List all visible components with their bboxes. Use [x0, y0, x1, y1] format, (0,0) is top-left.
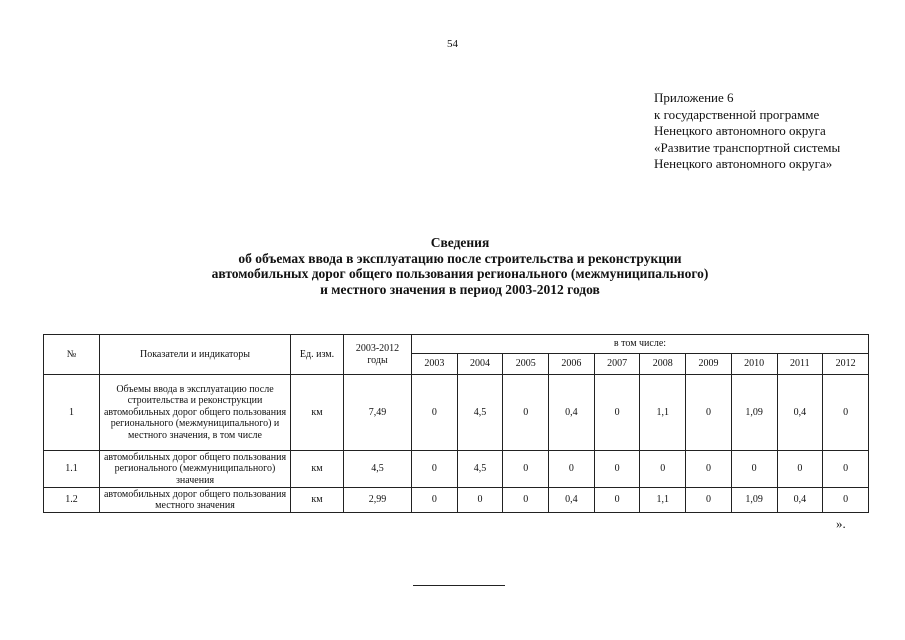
row-number: 1.1 [44, 451, 100, 488]
header-year: 2006 [549, 354, 595, 375]
row-total: 2,99 [344, 488, 412, 513]
header-year: 2003 [412, 354, 458, 375]
title-line: автомобильных дорог общего пользования регионального (межмуниципального) [211, 266, 709, 281]
row-value: 1,09 [731, 488, 777, 513]
header-year: 2011 [777, 354, 823, 375]
row-value: 0 [412, 451, 458, 488]
row-value: 0 [412, 488, 458, 513]
row-value: 0 [686, 488, 732, 513]
row-total: 4,5 [344, 451, 412, 488]
header-number: № [44, 335, 100, 375]
header-year: 2008 [640, 354, 686, 375]
table-row [44, 451, 869, 488]
appendix-line: Приложение 6 [654, 90, 734, 105]
row-value: 0 [594, 488, 640, 513]
row-unit: км [291, 488, 344, 513]
row-value: 0,4 [549, 375, 595, 451]
header-year: 2004 [457, 354, 503, 375]
header-year: 2007 [594, 354, 640, 375]
document-title [140, 235, 780, 297]
table-row [44, 488, 869, 513]
appendix-line: Ненецкого автономного округа [654, 123, 826, 138]
row-value: 0 [823, 375, 869, 451]
closing-quote-mark: ». [836, 516, 846, 531]
header-year: 2012 [823, 354, 869, 375]
footnote-divider [413, 585, 505, 586]
header-year: 2009 [686, 354, 732, 375]
row-value: 0 [686, 375, 732, 451]
row-indicator: автомобильных дорог общего пользования местного значения [100, 488, 291, 513]
header-indicator: Показатели и индикаторы [100, 335, 291, 375]
row-value: 0 [640, 451, 686, 488]
row-value: 0 [549, 451, 595, 488]
row-value: 0,4 [549, 488, 595, 513]
row-value: 4,5 [457, 375, 503, 451]
row-value: 0,4 [777, 375, 823, 451]
row-indicator: Объемы ввода в эксплуатацию после строительства и реконструкции автомобильных дорог общего пользования регионального (межмуниципального) и местного значения, в том числе [100, 375, 291, 451]
appendix-block [654, 90, 840, 173]
row-value: 0 [731, 451, 777, 488]
appendix-line: «Развитие транспортной системы [654, 139, 841, 155]
row-value: 4,5 [457, 451, 503, 488]
row-number: 1 [44, 375, 100, 451]
row-value: 0 [503, 375, 549, 451]
row-unit: км [291, 375, 344, 451]
header-unit: Ед. изм. [291, 335, 344, 375]
table-row [44, 375, 869, 451]
row-number: 1.2 [44, 488, 100, 513]
row-value: 0 [503, 488, 549, 513]
header-total: 2003-2012 годы [344, 335, 412, 375]
row-value: 0 [777, 451, 823, 488]
title-line: об объемах ввода в эксплуатацию после строительства и реконструкции [238, 250, 682, 266]
row-value: 0 [412, 375, 458, 451]
appendix-line: к государственной программе [654, 106, 820, 122]
header-year: 2005 [503, 354, 549, 375]
row-value: 0 [823, 488, 869, 513]
data-table [43, 334, 869, 513]
row-value: 1,09 [731, 375, 777, 451]
row-value: 0 [823, 451, 869, 488]
header-including: в том числе: [412, 335, 869, 354]
header-year: 2010 [731, 354, 777, 375]
appendix-line: Ненецкого автономного округа» [654, 156, 833, 171]
row-value: 0,4 [777, 488, 823, 513]
row-value: 0 [686, 451, 732, 488]
row-value: 0 [503, 451, 549, 488]
title-line: и местного значения в период 2003-2012 годов [320, 281, 600, 297]
row-value: 0 [457, 488, 503, 513]
page-number: 54 [447, 38, 458, 50]
row-total: 7,49 [344, 375, 412, 451]
row-value: 1,1 [640, 375, 686, 451]
row-value: 0 [594, 375, 640, 451]
row-indicator: автомобильных дорог общего пользования регионального (межмуниципального) значения [100, 451, 291, 488]
row-value: 1,1 [640, 488, 686, 513]
title-line: Сведения [430, 235, 490, 250]
row-value: 0 [594, 451, 640, 488]
row-unit: км [291, 451, 344, 488]
